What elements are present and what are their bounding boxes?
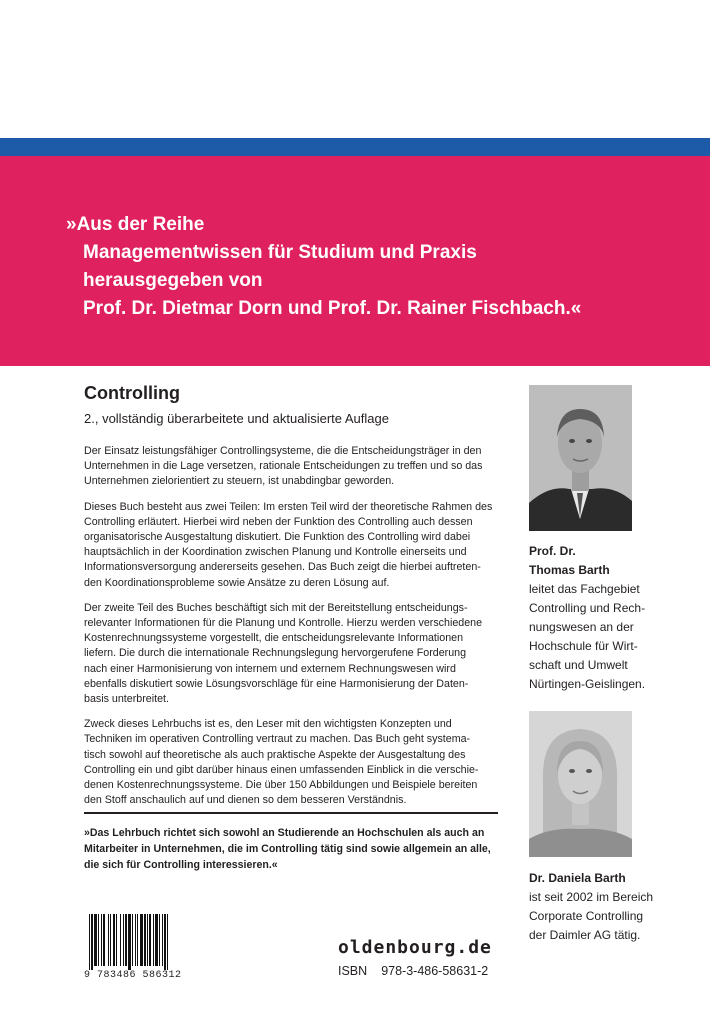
text-line: Unternehmen in die Lage versetzen, rationale Entscheidungen zu treffen und so das <box>84 460 483 473</box>
text-line: Zweck dieses Lehrbuchs ist es, den Leser mit den wichtigsten Konzepten und <box>84 718 452 731</box>
text-line: den Koordinationsprobleme sowie Ansätze zu deren Lösung auf. <box>84 576 390 589</box>
text-line: Controlling erläutert. Hierbei wird neben der Funktion des Controlling auch dessen <box>84 515 473 528</box>
author-name: Thomas Barth <box>529 563 610 577</box>
bio-line: nungswesen an der <box>529 620 634 634</box>
barcode-bars <box>85 914 209 970</box>
quote-block <box>84 825 504 873</box>
blurb-paragraph <box>84 444 502 490</box>
series-statement <box>66 211 686 323</box>
text-line: Controlling ein und gibt darüber hinaus einen umfassenden Einblick in die verschie- <box>84 763 479 776</box>
barcode-bar <box>113 914 115 966</box>
text-line: Techniken im operativen Controlling vertraut zu machen. Das Buch geht systema- <box>84 733 471 746</box>
barcode-bar <box>103 914 105 966</box>
barcode-bar <box>147 914 148 966</box>
barcode-bar <box>140 914 143 966</box>
text-line: Dieses Buch besteht aus zwei Teilen: Im ersten Teil wird der theoretische Rahmen des <box>84 500 493 513</box>
barcode-bar <box>94 914 97 966</box>
barcode-bar <box>125 914 127 966</box>
barcode-bar <box>98 914 99 966</box>
quote-divider <box>84 812 498 814</box>
text-line: nach einer Harmonisierung von internem und externem Rechnungswesen wird <box>84 662 456 675</box>
blurb-paragraph <box>84 500 502 591</box>
publisher-url: oldenbourg.de <box>338 937 492 958</box>
text-line: relevanter Informationen für die Planung und Kontrolle. Hierzu werden verschiedene <box>84 617 483 630</box>
isbn-value: 978-3-486-58631-2 <box>381 964 489 978</box>
text-line: Unternehmen zielorientiert zu steuern, ist unabdingbar geworden. <box>84 475 395 488</box>
barcode-bar <box>89 914 90 970</box>
top-blue-band <box>0 138 710 156</box>
bio-line: leitet das Fachgebiet <box>529 582 640 596</box>
barcode-bar <box>137 914 138 966</box>
barcode-number: 9 783486 586312 <box>84 970 182 981</box>
barcode-bar <box>116 914 117 966</box>
series-line: herausgegeben von <box>83 270 263 291</box>
series-line: Managementwissen für Studium und Praxis <box>83 242 477 263</box>
bio-line: schaft und Umwelt <box>529 658 628 672</box>
series-line: »Aus der Reihe <box>66 214 205 235</box>
text-line: tisch sowohl auf theoretische als auch praktische Aspekte der Ausgestaltung des <box>84 748 466 761</box>
text-line: den Stoff anschaulich auf und dienen so dem besseren Verständnis. <box>84 794 407 807</box>
barcode-bar <box>149 914 151 966</box>
text-line: organisatorische Ausgestaltung diskutiert. Die Funktion des Controlling wird dabei <box>84 531 471 544</box>
author-bio-thomas-barth <box>529 542 704 694</box>
quote-line: die sich für Controlling interessieren.« <box>84 859 278 871</box>
barcode-bar <box>167 914 168 970</box>
blurb-paragraph <box>84 717 502 808</box>
barcode-bar <box>135 914 136 966</box>
barcode-bar <box>159 914 160 966</box>
barcode-bar <box>123 914 124 966</box>
text-line: ebenfalls diskutiert sowie Lösungsvorschläge für eine Harmonisierung der Daten- <box>84 677 469 690</box>
text-line: basis unterbreitet. <box>84 693 169 706</box>
quote-line: Mitarbeiter in Unternehmen, die im Controlling tätig sind sowie allgemein an alle, <box>84 843 491 855</box>
text-line: liefern. Die durch die internationale Rechnungslegung hervorgerufene Forderung <box>84 647 467 660</box>
barcode-bar <box>153 914 154 966</box>
series-line: Prof. Dr. Dietmar Dorn und Prof. Dr. Rainer Fischbach.« <box>83 298 582 319</box>
isbn-label: ISBN <box>338 964 368 978</box>
text-line: hauptsächlich in der Koordination zwischen Planung und Kontrolle einerseits und <box>84 546 467 559</box>
barcode-bar <box>132 914 133 966</box>
barcode-bar <box>120 914 121 966</box>
bio-line: der Daimler AG tätig. <box>529 928 641 942</box>
barcode-bar <box>144 914 146 966</box>
author-photo-thomas-barth <box>529 385 632 531</box>
bio-line: Corporate Controlling <box>529 909 644 923</box>
bio-line: Controlling und Rech- <box>529 601 646 615</box>
barcode-bar <box>162 914 163 966</box>
text-line: denen Kostenrechnungssysteme. Die über 150 Abbildungen und Beispiele bereiten <box>84 779 478 792</box>
barcode-bar <box>101 914 102 966</box>
book-title: Controlling <box>84 383 180 403</box>
bio-line: Hochschule für Wirt- <box>529 639 638 653</box>
text-line: Der zweite Teil des Buches beschäftigt sich mit der Bereitstellung entscheidungs- <box>84 601 468 614</box>
author-name: Prof. Dr. <box>529 544 576 558</box>
bio-line: ist seit 2002 im Bereich <box>529 890 654 904</box>
author-name: Dr. Daniela Barth <box>529 871 626 885</box>
text-line: Informationsversorgung andererseits gesehen. Das Buch zeigt die hierbei auftreten- <box>84 561 481 574</box>
barcode-bar <box>155 914 158 966</box>
bio-line: Nürtingen-Geislingen. <box>529 677 646 691</box>
quote-line: »Das Lehrbuch richtet sich sowohl an Studierende an Hochschulen als auch an <box>84 827 485 839</box>
text-line: Kostenrechnungssysteme vorgestellt, die entscheidungsrelevante Informationen <box>84 632 464 645</box>
text-line: Der Einsatz leistungsfähiger Controllingsysteme, die die Entscheidungsträger in den <box>84 445 482 457</box>
barcode-bar <box>128 914 131 970</box>
blurb-text <box>84 444 502 818</box>
author-photo-daniela-barth <box>529 711 632 857</box>
book-subtitle: 2., vollständig überarbeitete und aktualisierte Auflage <box>84 411 389 426</box>
barcode-bar <box>108 914 109 966</box>
barcode-bar <box>110 914 111 966</box>
portrait-female-image <box>529 711 632 857</box>
isbn-line <box>338 964 502 978</box>
blurb-paragraph <box>84 601 502 707</box>
portrait-male-image <box>529 385 632 531</box>
barcode-bar <box>164 914 166 970</box>
barcode-bar <box>91 914 93 970</box>
author-bio-daniela-barth <box>529 869 704 945</box>
